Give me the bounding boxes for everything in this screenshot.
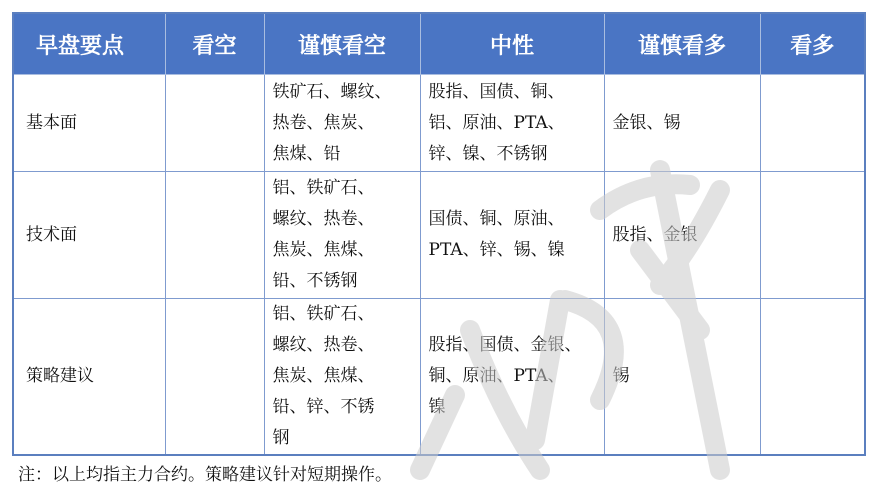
header-cautious-bullish: 谨慎看多 (604, 13, 760, 75)
table-row (13, 75, 865, 172)
header-bearish: 看空 (165, 13, 264, 75)
cautious-bullish-cell (604, 299, 760, 456)
cautious-bullish-cell (604, 172, 760, 299)
table-row (13, 299, 865, 456)
bullish-cell (760, 172, 865, 299)
bullish-cell (760, 299, 865, 456)
header-neutral: 中性 (420, 13, 604, 75)
cautious-bullish-text: 金银、锡 (612, 112, 681, 133)
bearish-cell (165, 75, 264, 172)
cautious-bearish-cell (264, 299, 420, 456)
bearish-cell (165, 299, 264, 456)
outlook-table (12, 12, 866, 456)
cautious-bullish-text: 锡 (612, 366, 630, 386)
header-bullish: 看多 (760, 13, 865, 75)
neutral-cell (420, 172, 604, 299)
row-label: 技术面 (13, 172, 165, 299)
header-cautious-bearish: 谨慎看空 (264, 13, 420, 75)
header-row (13, 13, 865, 75)
cautious-bearish-cell (264, 75, 420, 172)
cautious-bearish-text: 铁矿石、螺纹、 热卷、焦炭、 焦煤、铅 (272, 81, 392, 164)
neutral-cell (420, 75, 604, 172)
neutral-text: 股指、国债、金银、 铜、原油、PTA、 镍 (428, 335, 582, 417)
cautious-bullish-cell (604, 75, 760, 172)
header-morning-points: 早盘要点 (13, 13, 165, 75)
footnote: 注：以上均指主力合约。策略建议针对短期操作。 (18, 465, 392, 485)
cautious-bearish-text: 铝、铁矿石、 螺纹、热卷、 焦炭、焦煤、 铅、锌、不锈 钢 (272, 304, 375, 448)
neutral-text: 股指、国债、铜、 铝、原油、PTA、 锌、镍、不锈钢 (428, 81, 565, 164)
row-label: 策略建议 (13, 299, 165, 456)
cautious-bullish-text: 股指、金银 (612, 224, 698, 245)
bearish-cell (165, 172, 264, 299)
cautious-bearish-text: 铝、铁矿石、 螺纹、热卷、 焦炭、焦煤、 铅、不锈钢 (272, 178, 375, 291)
cautious-bearish-cell (264, 172, 420, 299)
table-row (13, 172, 865, 299)
bullish-cell (760, 75, 865, 172)
row-label: 基本面 (13, 75, 165, 172)
neutral-text: 国债、铜、原油、 PTA、锌、锡、镍 (428, 209, 565, 260)
neutral-cell (420, 299, 604, 456)
